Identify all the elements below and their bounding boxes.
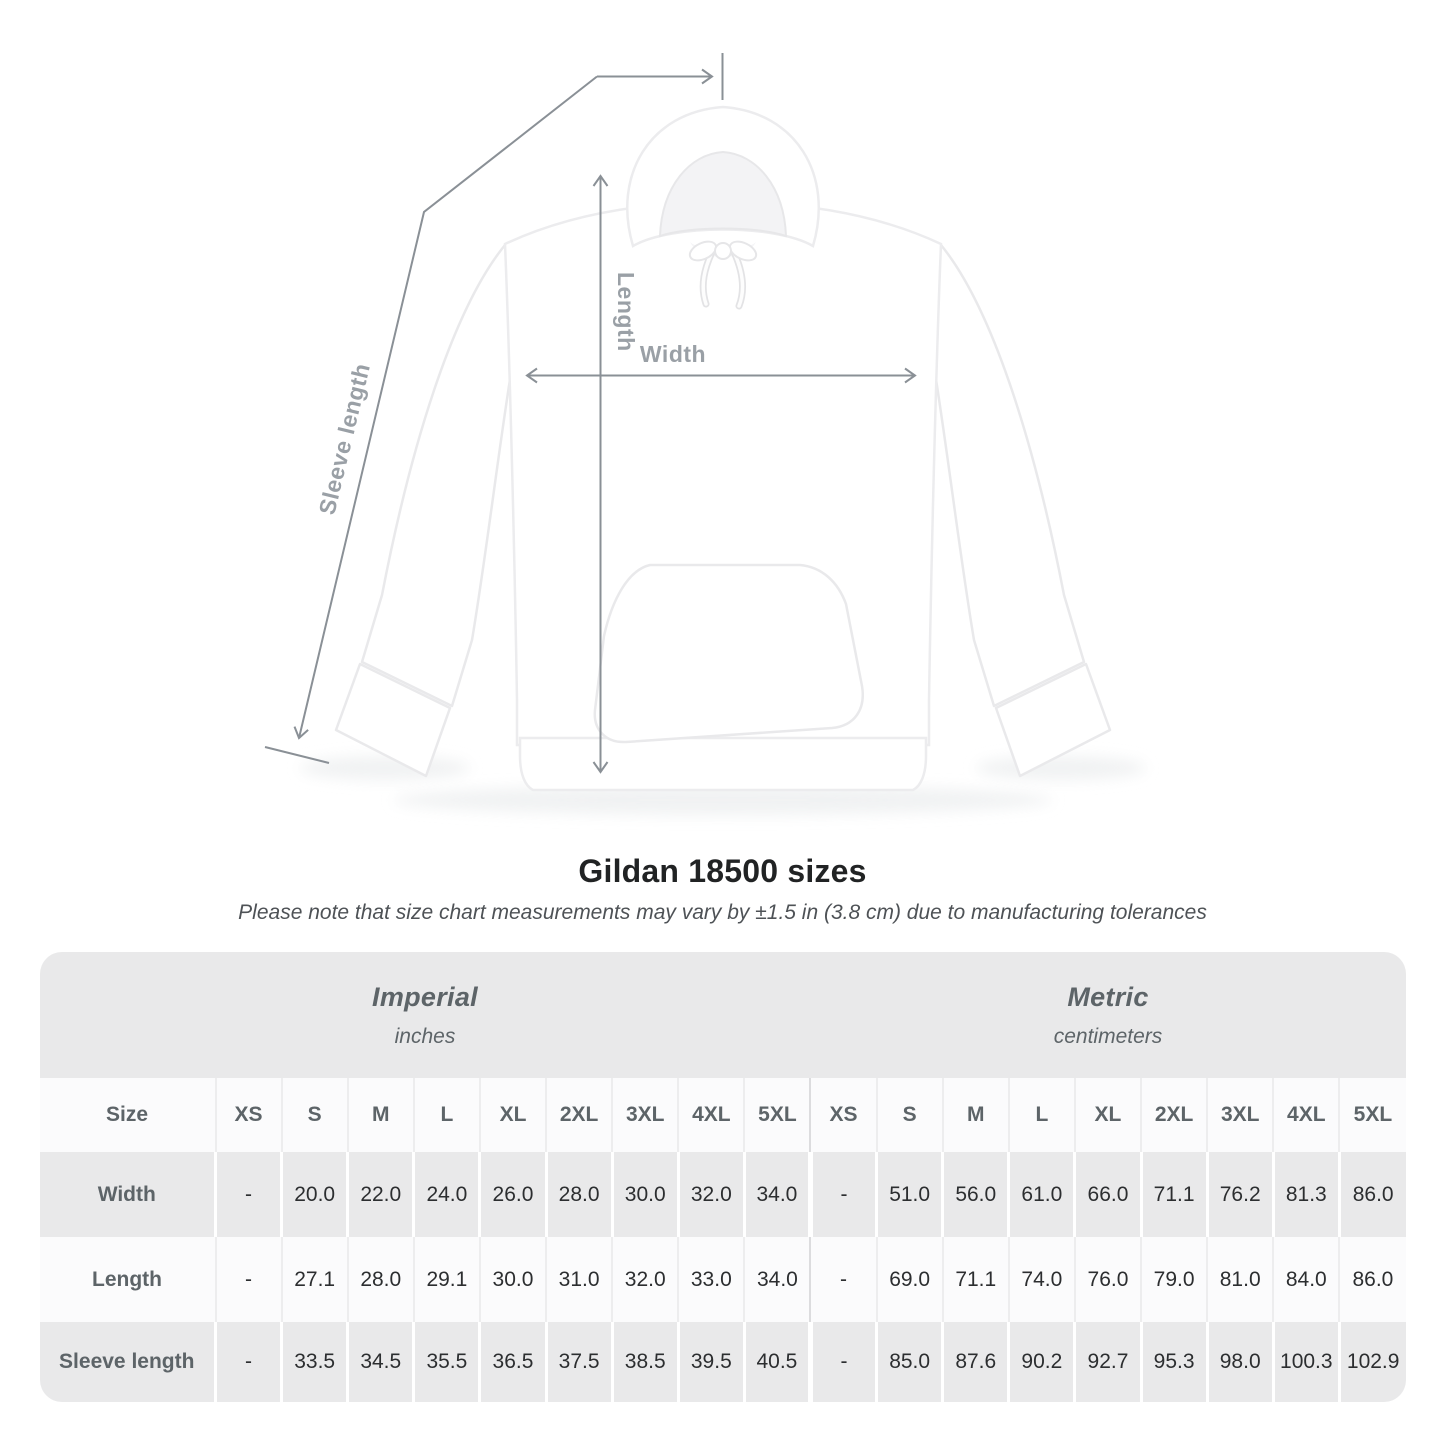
- drawstring-knot: [715, 243, 731, 259]
- value-cell: 27.1: [282, 1237, 348, 1322]
- value-cell: 39.5: [678, 1322, 744, 1402]
- value-cell: 95.3: [1141, 1322, 1207, 1402]
- value-cell: 35.5: [414, 1322, 480, 1402]
- value-cell: -: [810, 1152, 876, 1237]
- value-cell: 22.0: [348, 1152, 414, 1237]
- size-table: [40, 952, 1406, 1402]
- value-cell: 66.0: [1075, 1152, 1141, 1237]
- size-header-row: [40, 1078, 1406, 1152]
- value-cell: 34.5: [348, 1322, 414, 1402]
- value-cell: 76.0: [1075, 1237, 1141, 1322]
- value-cell: 31.0: [546, 1237, 612, 1322]
- value-cell: 37.5: [546, 1322, 612, 1402]
- value-cell: 85.0: [877, 1322, 943, 1402]
- size-header-metric-5xl: 5XL: [1339, 1078, 1405, 1152]
- value-cell: 40.5: [744, 1322, 810, 1402]
- size-header-imperial-s: S: [282, 1078, 348, 1152]
- size-header-metric-xl: XL: [1075, 1078, 1141, 1152]
- value-cell: 86.0: [1339, 1237, 1405, 1322]
- value-cell: 32.0: [612, 1237, 678, 1322]
- value-cell: -: [810, 1237, 876, 1322]
- measurement-row-width: [40, 1152, 1406, 1237]
- value-cell: 61.0: [1009, 1152, 1075, 1237]
- value-cell: 79.0: [1141, 1237, 1207, 1322]
- kangaroo-pocket: [595, 565, 863, 742]
- value-cell: 32.0: [678, 1152, 744, 1237]
- value-cell: -: [810, 1322, 876, 1402]
- value-cell: 100.3: [1273, 1322, 1339, 1402]
- value-cell: 71.1: [1141, 1152, 1207, 1237]
- right-sleeve: [928, 245, 1084, 706]
- value-cell: 98.0: [1207, 1322, 1273, 1402]
- value-cell: 20.0: [282, 1152, 348, 1237]
- value-cell: 76.2: [1207, 1152, 1273, 1237]
- metric-unit: centimeters: [1053, 1024, 1163, 1048]
- value-cell: 29.1: [414, 1237, 480, 1322]
- value-cell: 36.5: [480, 1322, 546, 1402]
- page-title: Gildan 18500 sizes: [578, 853, 867, 889]
- size-header-metric-xs: XS: [810, 1078, 876, 1152]
- value-cell: 56.0: [943, 1152, 1009, 1237]
- value-cell: -: [216, 1322, 282, 1402]
- row-label: Sleeve length: [59, 1350, 195, 1373]
- unit-header-row: [40, 952, 1406, 1078]
- size-header-metric-3xl: 3XL: [1207, 1078, 1273, 1152]
- tolerance-note: Please note that size chart measurements may vary by ±1.5 in (3.8 cm) due to manufacturing tolerances: [238, 901, 1207, 924]
- length-label: Length: [613, 272, 639, 352]
- value-cell: 69.0: [877, 1237, 943, 1322]
- size-header-metric-l: L: [1009, 1078, 1075, 1152]
- value-cell: -: [216, 1152, 282, 1237]
- value-cell: 26.0: [480, 1152, 546, 1237]
- value-cell: 38.5: [612, 1322, 678, 1402]
- value-cell: 34.0: [744, 1152, 810, 1237]
- value-cell: 87.6: [943, 1322, 1009, 1402]
- imperial-unit: inches: [394, 1024, 456, 1048]
- value-cell: 74.0: [1009, 1237, 1075, 1322]
- sleeve-length-label: Sleeve length: [313, 360, 375, 518]
- value-cell: -: [216, 1237, 282, 1322]
- size-header-imperial-xs: XS: [216, 1078, 282, 1152]
- value-cell: 102.9: [1339, 1322, 1405, 1402]
- left-sleeve: [362, 245, 518, 706]
- measurement-row-sleeve-length: [40, 1322, 1406, 1402]
- value-cell: 30.0: [480, 1237, 546, 1322]
- imperial-title: Imperial: [372, 981, 478, 1012]
- size-header-metric-4xl: 4XL: [1273, 1078, 1339, 1152]
- size-header-imperial-2xl: 2XL: [546, 1078, 612, 1152]
- row-label: Width: [97, 1182, 156, 1206]
- value-cell: 51.0: [877, 1152, 943, 1237]
- size-header-imperial-4xl: 4XL: [678, 1078, 744, 1152]
- size-header-metric-m: M: [943, 1078, 1009, 1152]
- size-header-imperial-5xl: 5XL: [744, 1078, 810, 1152]
- width-label: Width: [639, 341, 707, 367]
- hem-band: [520, 738, 926, 790]
- value-cell: 92.7: [1075, 1322, 1141, 1402]
- value-cell: 34.0: [744, 1237, 810, 1322]
- size-header-metric-s: S: [877, 1078, 943, 1152]
- value-cell: 33.0: [678, 1237, 744, 1322]
- value-cell: 86.0: [1339, 1152, 1405, 1237]
- value-cell: 28.0: [546, 1152, 612, 1237]
- value-cell: 81.3: [1273, 1152, 1339, 1237]
- size-header-imperial-xl: XL: [480, 1078, 546, 1152]
- metric-header: [810, 952, 1405, 1078]
- value-cell: 28.0: [348, 1237, 414, 1322]
- value-cell: 71.1: [943, 1237, 1009, 1322]
- value-cell: 33.5: [282, 1322, 348, 1402]
- size-header-imperial-l: L: [414, 1078, 480, 1152]
- size-header-imperial-3xl: 3XL: [612, 1078, 678, 1152]
- value-cell: 30.0: [612, 1152, 678, 1237]
- hoodie-illustration: [300, 107, 1146, 815]
- row-label: Length: [92, 1267, 162, 1291]
- value-cell: 84.0: [1273, 1237, 1339, 1322]
- metric-title: Metric: [1067, 981, 1149, 1012]
- size-column-label: Size: [105, 1103, 149, 1126]
- value-cell: 90.2: [1009, 1322, 1075, 1402]
- imperial-header: [40, 952, 811, 1078]
- value-cell: 24.0: [414, 1152, 480, 1237]
- size-header-imperial-m: M: [348, 1078, 414, 1152]
- measurement-row-length: [40, 1237, 1406, 1322]
- size-header-metric-2xl: 2XL: [1141, 1078, 1207, 1152]
- value-cell: 81.0: [1207, 1237, 1273, 1322]
